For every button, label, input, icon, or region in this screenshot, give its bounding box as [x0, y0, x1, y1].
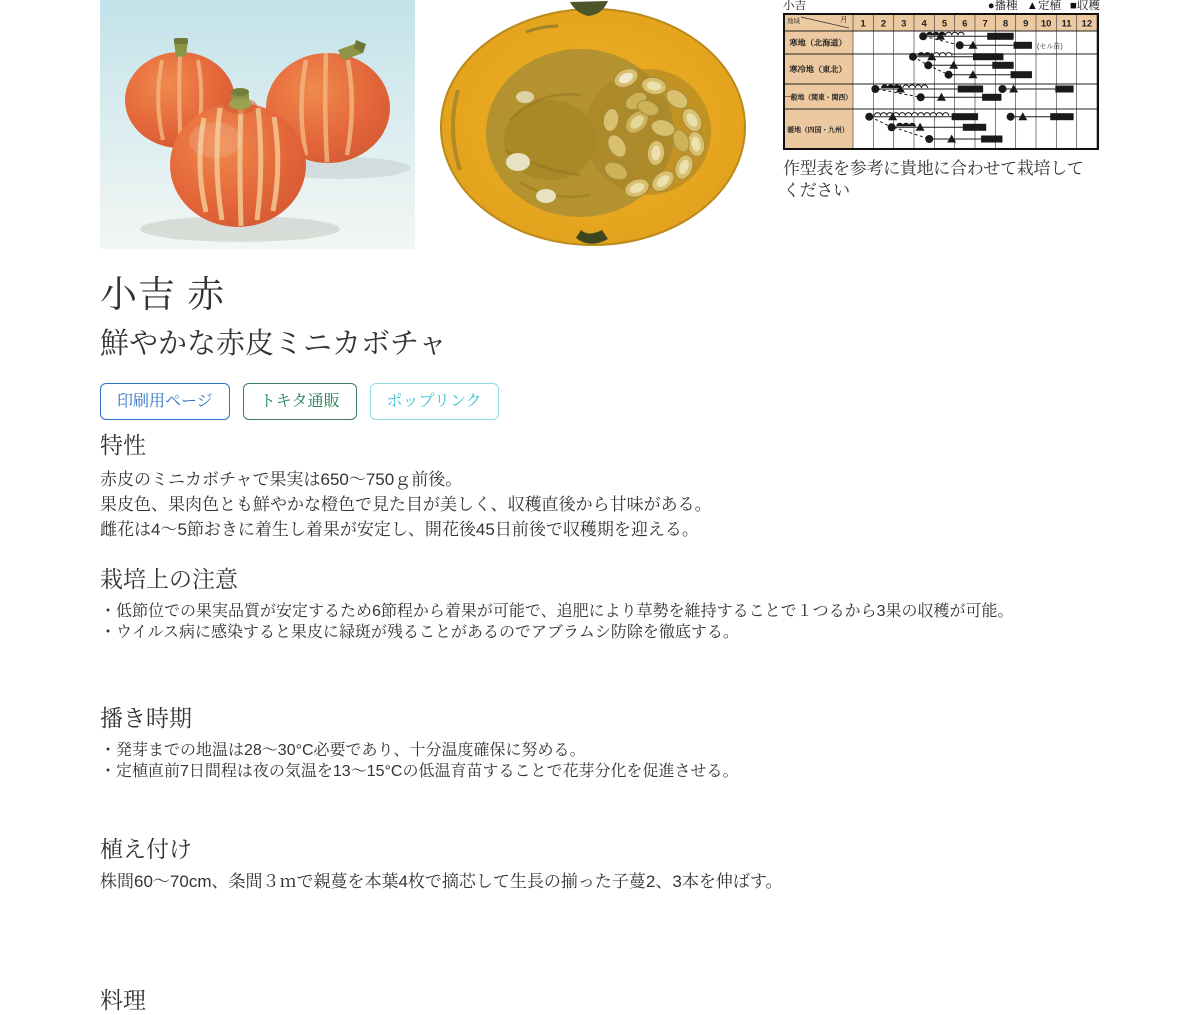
transplant-icon: ▲	[1026, 0, 1039, 12]
section-1	[100, 430, 1100, 542]
planting-calendar-chart	[783, 13, 1100, 151]
svg-text:暖地（四国・九州）: 暖地（四国・九州）	[787, 127, 849, 134]
section-paragraph: ・定植直前7日間程は夜の気温を13〜15°Cの低温育苗することで花芽分化を促進させる。	[100, 763, 739, 780]
section-paragraph: 雌花は4〜5節おきに着生し着果が安定し、開花後45日前後で収穫期を迎える。	[100, 520, 699, 539]
section-heading: 植え付け	[100, 836, 192, 862]
section-paragraph: 果皮色、果肉色とも鮮やかな橙色で見た目が美しく、収穫直後から甘味がある。	[100, 495, 712, 514]
svg-text:5: 5	[941, 18, 948, 30]
section-5	[100, 985, 1100, 1015]
section-paragraph: ・発芽までの地温は28〜30°C必要であり、十分温度確保に努める。	[100, 742, 586, 759]
svg-text:12: 12	[1081, 18, 1093, 30]
svg-text:一般地（関東・関西）: 一般地（関東・関西）	[784, 94, 852, 102]
svg-text:11: 11	[1061, 18, 1072, 30]
legend-sow: ●播種	[987, 0, 1018, 12]
product-tagline: 鮮やかな赤皮ミニカボチャ	[100, 328, 448, 360]
planting-chart-block	[783, 0, 1100, 202]
svg-text:(セル苗): (セル苗)	[1037, 43, 1063, 51]
svg-text:8: 8	[1002, 18, 1009, 30]
page-title: 小吉 赤	[100, 274, 226, 315]
info-sections	[100, 430, 1100, 1015]
pop-link-button[interactable]: ポップリンク	[370, 383, 499, 420]
legend-harvest: ■収穫	[1070, 0, 1100, 12]
print-page-button[interactable]: 印刷用ページ	[100, 383, 230, 420]
chart-header-row	[783, 0, 1100, 13]
harvest-icon: ■	[1070, 0, 1077, 12]
svg-text:4: 4	[921, 18, 927, 30]
section-4	[100, 834, 1100, 892]
sow-icon: ●	[987, 0, 995, 12]
chart-legend	[988, 0, 1100, 12]
svg-text:2: 2	[880, 18, 887, 30]
svg-text:地域: 地域	[787, 18, 800, 25]
svg-text:寒冷地（東北）: 寒冷地（東北）	[789, 65, 847, 74]
section-2	[100, 564, 1100, 643]
section-paragraph: ・低節位での果実品質が安定するため6節程から着果が可能で、追肥により草勢を維持することで１つるから3果の収穫が可能。	[100, 603, 1014, 620]
chart-title: 小吉	[783, 0, 806, 12]
cut-pumpkin-photo	[430, 0, 760, 249]
section-heading: 特性	[100, 432, 146, 458]
svg-text:7: 7	[982, 18, 988, 30]
chart-caption: 作型表を参考に貴地に合わせて栽培してください	[783, 159, 1084, 200]
legend-transplant: ▲定植	[1026, 0, 1062, 12]
page-content	[100, 0, 1100, 1015]
media-row	[100, 0, 1100, 250]
section-3	[100, 703, 1100, 782]
svg-text:10: 10	[1040, 18, 1052, 30]
svg-text:月: 月	[840, 15, 848, 24]
section-paragraph: 株間60〜70cm、条間３ｍで親蔓を本葉4枚で摘芯して生長の揃った子蔓2、3本を伸ばす。	[100, 872, 783, 891]
section-heading: 栽培上の注意	[100, 566, 238, 592]
section-heading: 播き時期	[100, 705, 192, 731]
tokita-shop-button[interactable]: トキタ通販	[243, 383, 357, 420]
svg-text:寒地（北海道）: 寒地（北海道）	[789, 38, 847, 48]
svg-text:6: 6	[962, 18, 968, 30]
section-paragraph: 赤皮のミニカボチャで果実は650〜750ｇ前後。	[100, 470, 463, 489]
svg-text:1: 1	[860, 18, 866, 30]
section-paragraph: ・ウイルス病に感染すると果皮に緑斑が残ることがあるのでアブラムシ防除を徹底する。	[100, 624, 739, 641]
svg-text:9: 9	[1023, 18, 1029, 30]
action-buttons	[100, 383, 1100, 420]
svg-text:3: 3	[901, 18, 907, 30]
section-heading: 料理	[100, 987, 146, 1013]
pumpkins-photo	[100, 0, 415, 249]
